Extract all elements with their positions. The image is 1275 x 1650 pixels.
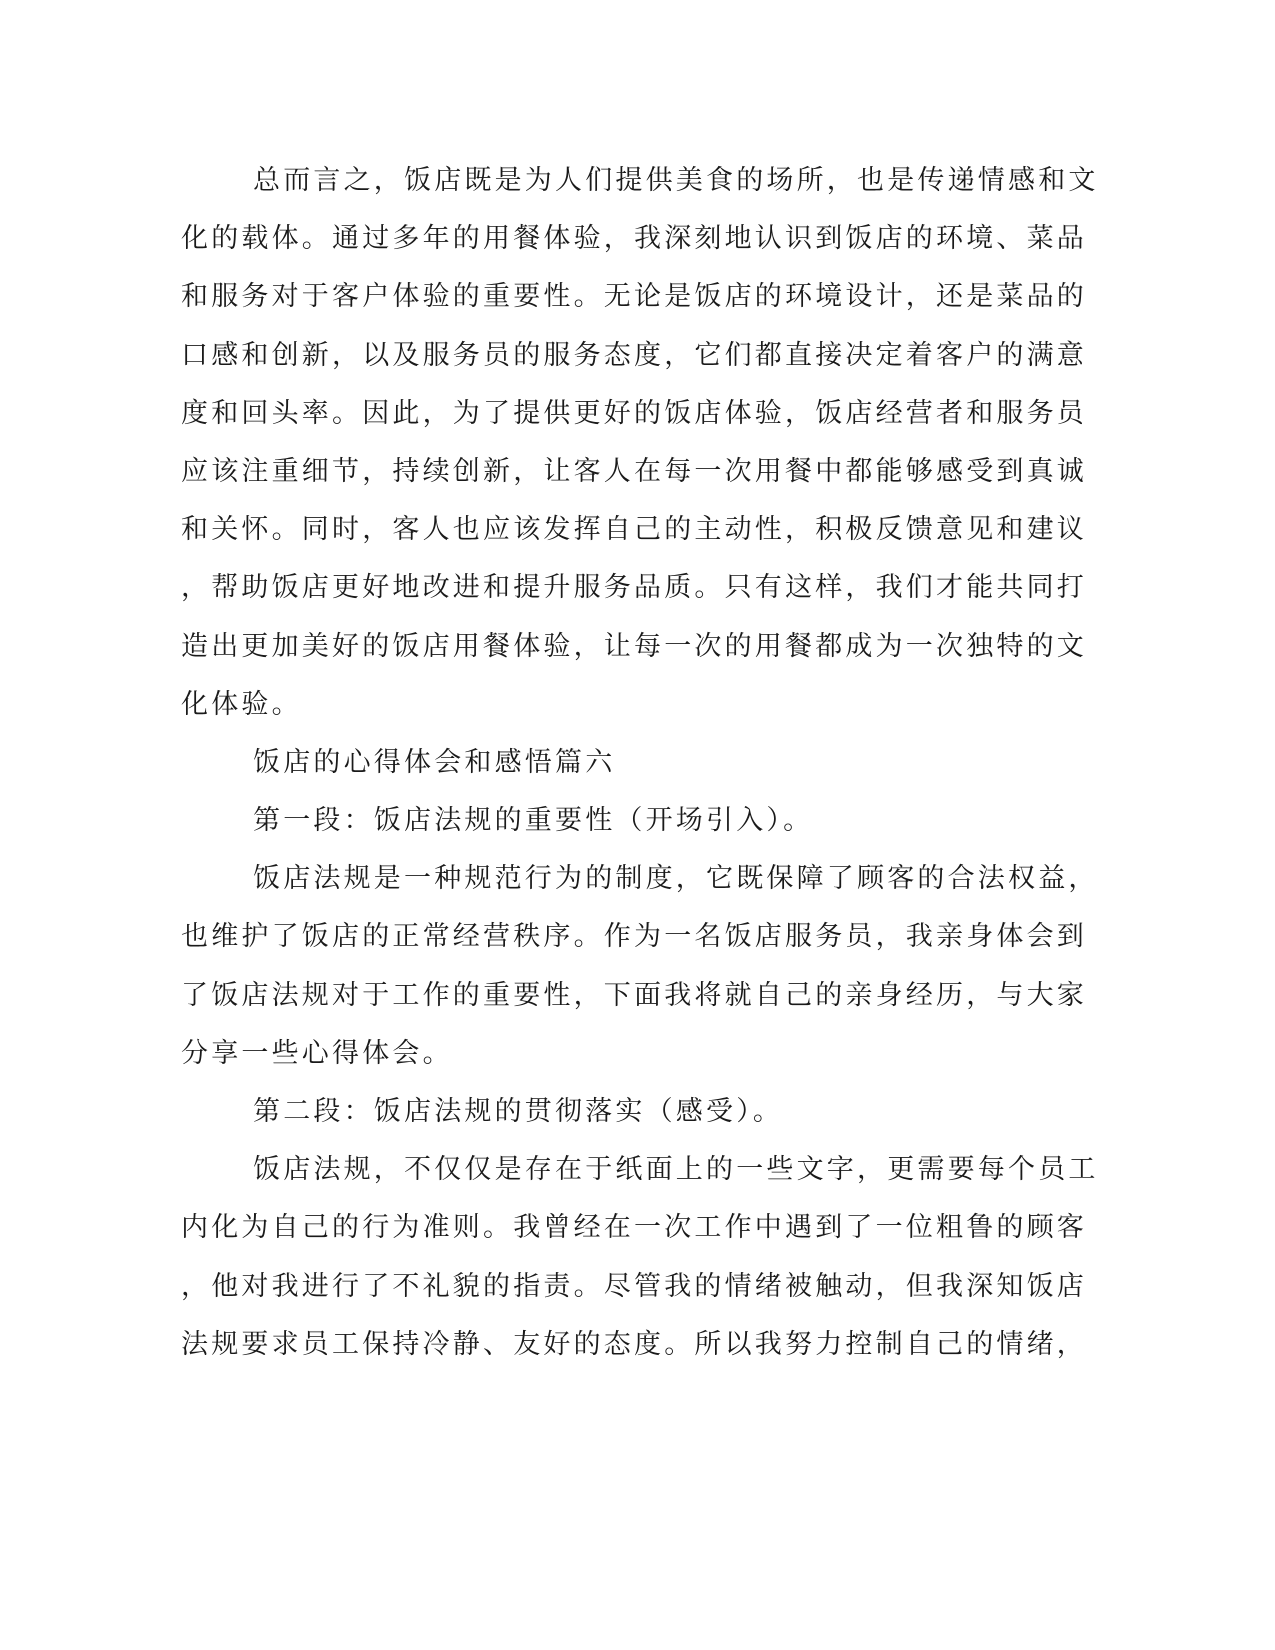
paragraph-line: 口感和创新，以及服务员的服务态度，它们都直接决定着客户的满意 — [181, 339, 1087, 371]
paragraph-line: 化体验。 — [181, 688, 302, 720]
paragraph-line: 也维护了饭店的正常经营秩序。作为一名饭店服务员，我亲身体会到 — [181, 921, 1087, 953]
subsection-heading: 第二段：饭店法规的贯彻落实（感受）。 — [253, 1096, 784, 1127]
paragraph-line: 分享一些心得体会。 — [181, 1037, 453, 1069]
paragraph-line: 了饭店法规对于工作的重要性，下面我将就自己的亲身经历，与大家 — [181, 979, 1087, 1011]
paragraph-line: 和服务对于客户体验的重要性。无论是饭店的环境设计，还是菜品的 — [181, 281, 1087, 313]
paragraph-line: 造出更加美好的饭店用餐体验，让每一次的用餐都成为一次独特的文 — [181, 630, 1087, 662]
paragraph-line: 法规要求员工保持冷静、友好的态度。所以我努力控制自己的情绪， — [181, 1328, 1087, 1360]
paragraph-line: 应该注重细节，持续创新，让客人在每一次用餐中都能够感受到真诚 — [181, 455, 1087, 487]
document-body — [181, 152, 1099, 1374]
paragraph-line: ，帮助饭店更好地改进和提升服务品质。只有这样，我们才能共同打 — [181, 572, 1087, 604]
paragraph-line: ，他对我进行了不礼貌的指责。尽管我的情绪被触动，但我深知饭店 — [181, 1270, 1087, 1302]
paragraph-line: 化的载体。通过多年的用餐体验，我深刻地认识到饭店的环境、菜品 — [181, 223, 1087, 255]
paragraph-line: 度和回头率。因此，为了提供更好的饭店体验，饭店经营者和服务员 — [181, 397, 1087, 429]
paragraph-line: 饭店法规是一种规范行为的制度，它既保障了顾客的合法权益， — [253, 863, 1099, 895]
paragraph-line: 和关怀。同时，客人也应该发挥自己的主动性，积极反馈意见和建议 — [181, 514, 1087, 546]
subsection-heading: 第一段：饭店法规的重要性（开场引入）。 — [253, 805, 814, 837]
paragraph-line: 内化为自己的行为准则。我曾经在一次工作中遇到了一位粗鲁的顾客 — [181, 1212, 1087, 1244]
paragraph-line: 总而言之，饭店既是为人们提供美食的场所，也是传递情感和文 — [253, 165, 1099, 196]
paragraph-line: 饭店法规，不仅仅是存在于纸面上的一些文字，更需要每个员工 — [253, 1154, 1099, 1186]
section-heading: 饭店的心得体会和感悟篇六 — [253, 746, 616, 778]
